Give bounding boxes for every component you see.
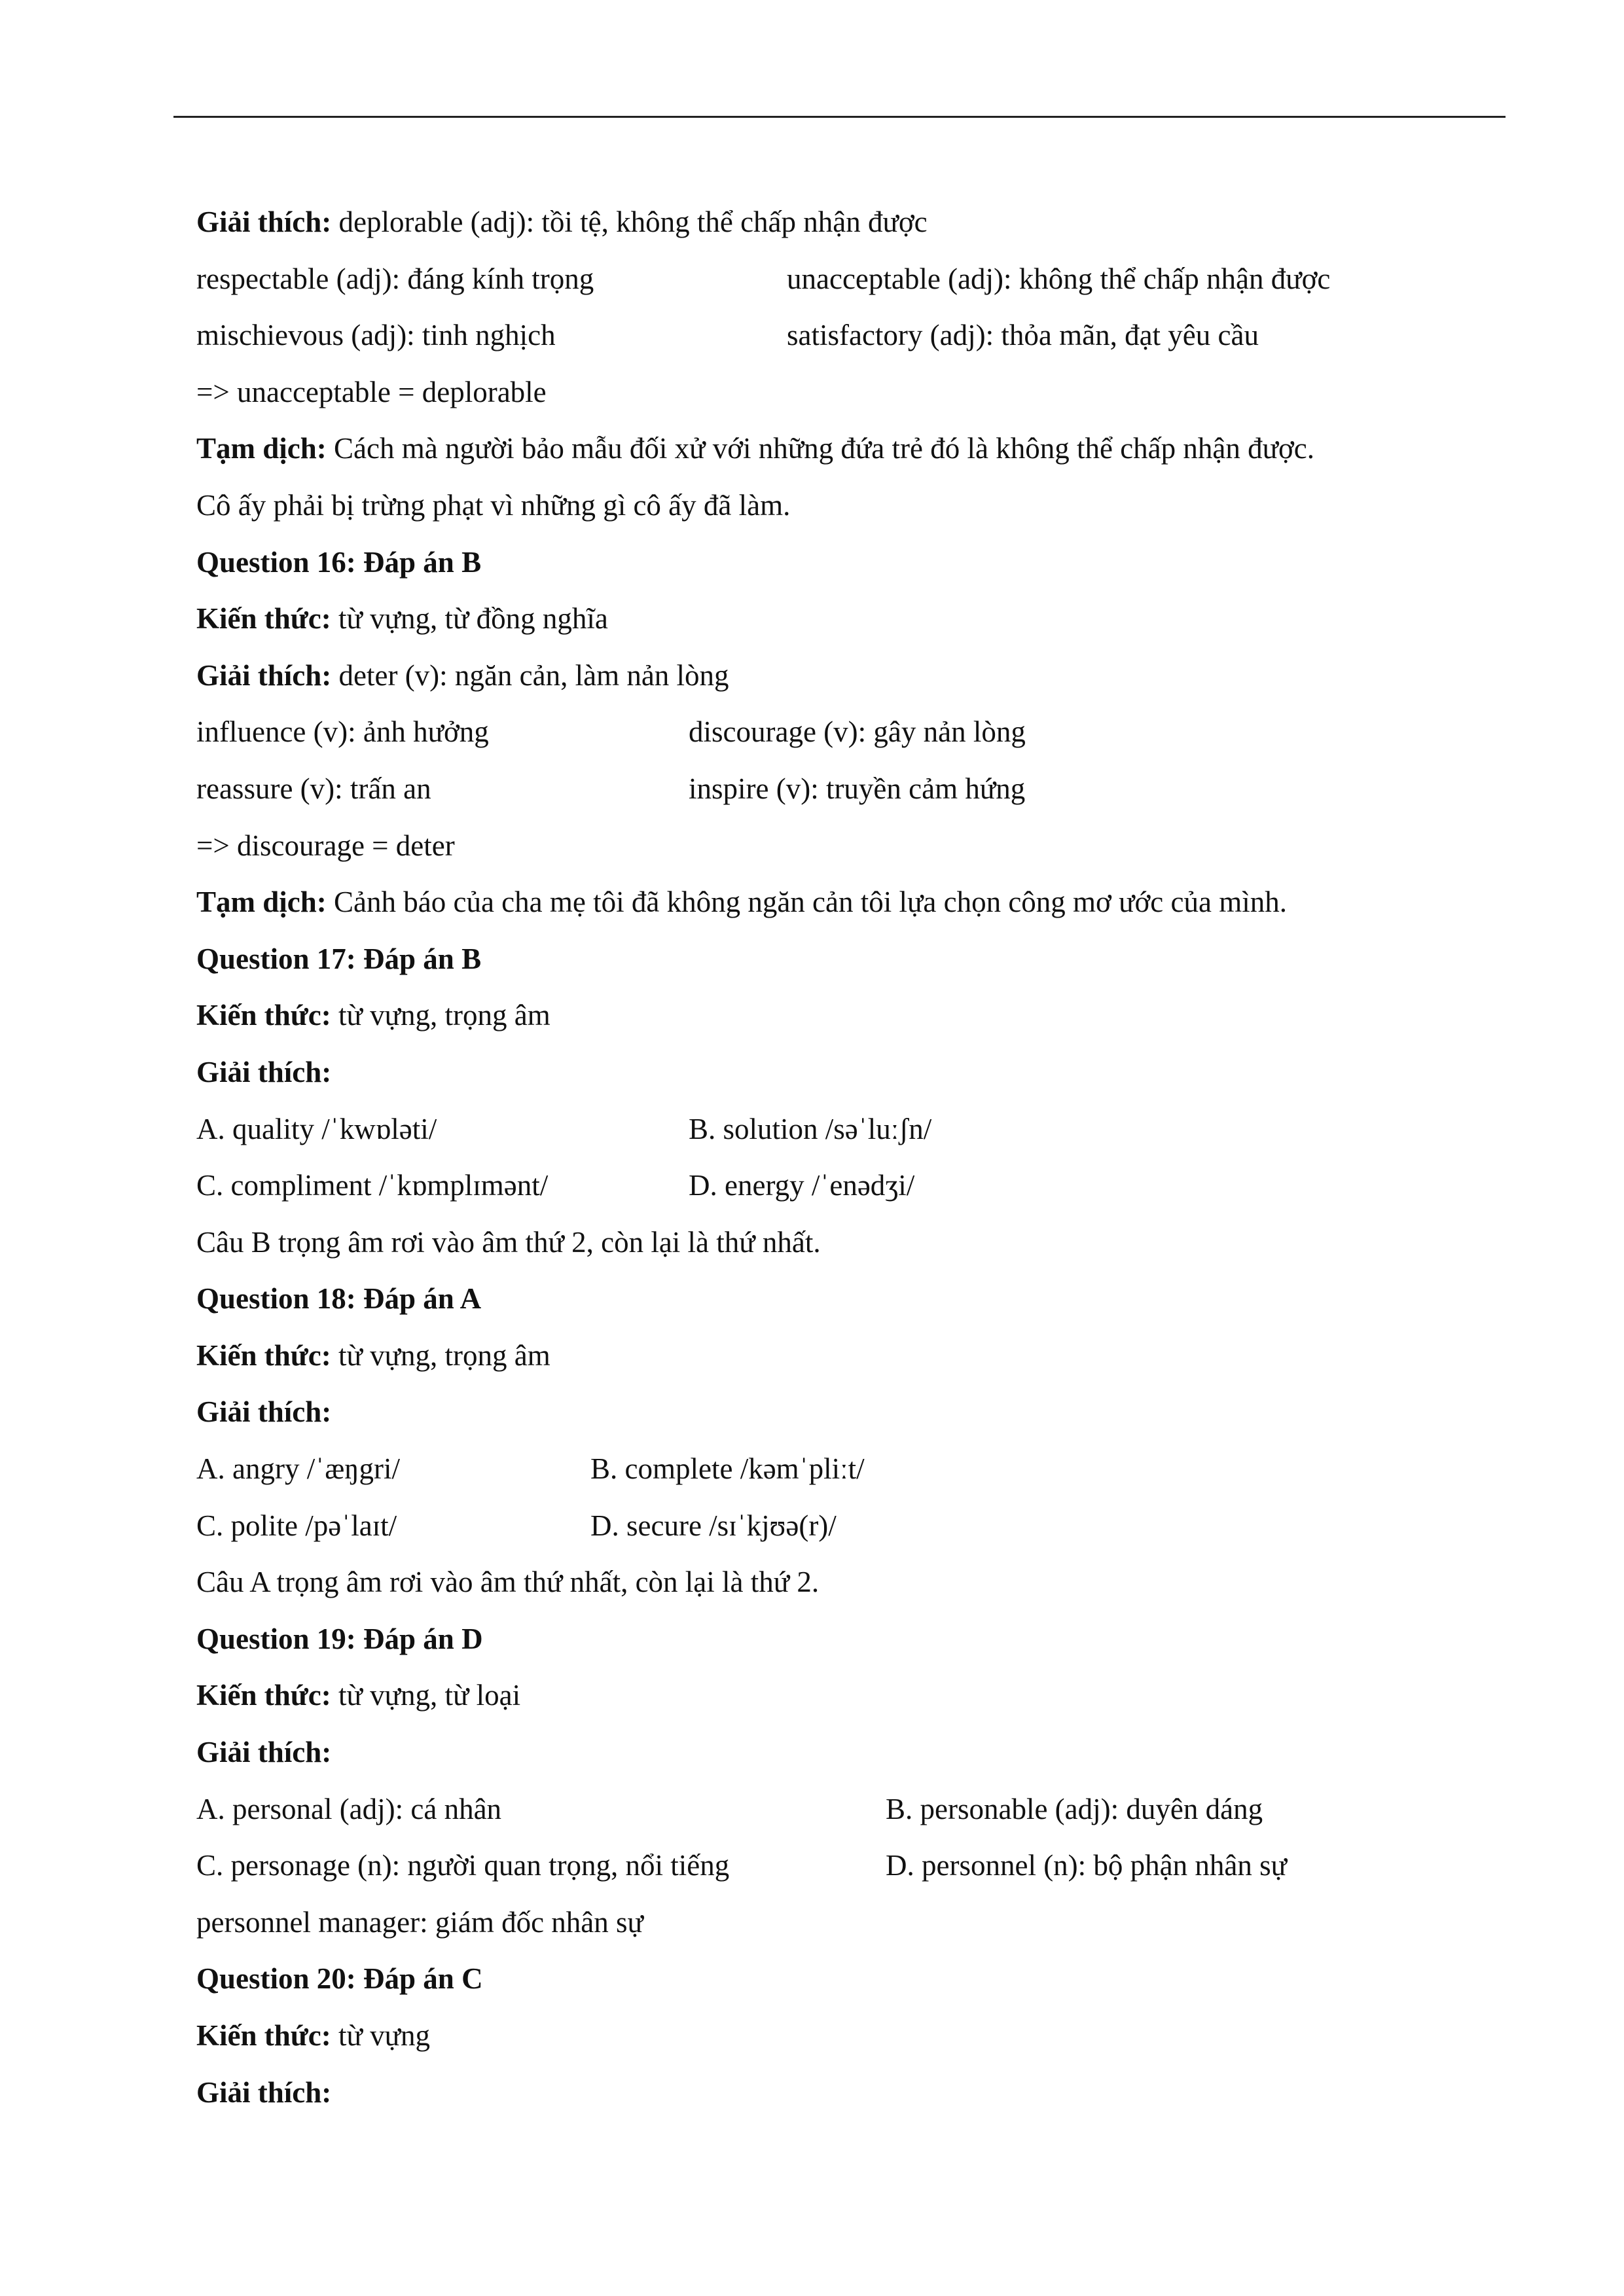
text-line: A. personal (adj): cá nhân B. personable (adj): duyên dáng xyxy=(196,1792,1263,1825)
text-line: C. compliment /ˈkɒmplɪmənt/ D. energy /ˈenədʒi/ xyxy=(196,1169,915,1202)
text-line: Kiến thức: từ vựng, từ loại xyxy=(196,1679,521,1712)
question-heading: Question 19: Đáp án D xyxy=(196,1622,483,1655)
text-line: Giải thích: deplorable (adj): tồi tệ, không thể chấp nhận được xyxy=(196,206,928,238)
text-line: Câu A trọng âm rơi vào âm thứ nhất, còn lại là thứ 2. xyxy=(196,1566,820,1599)
text-line: Giải thích: xyxy=(196,2075,332,2109)
question-heading: Question 18: Đáp án A xyxy=(196,1282,482,1316)
text-line: Kiến thức: từ vựng xyxy=(196,2019,431,2052)
question-heading: Question 16: Đáp án B xyxy=(196,545,482,579)
text-line: Giải thích: xyxy=(196,1395,332,1429)
text-line: Cô ấy phải bị trừng phạt vì những gì cô ấy đã làm. xyxy=(196,488,791,522)
text-line: Kiến thức: từ vựng, trọng âm xyxy=(196,999,550,1032)
header-rule xyxy=(173,116,1506,118)
text-line: reassure (v): trấn an inspire (v): truyền cảm hứng xyxy=(196,772,1026,805)
document-body xyxy=(196,194,1492,2121)
text-line: Tạm dịch: Cách mà người bảo mẫu đối xử với những đứa trẻ đó là không thể chấp nhận được. xyxy=(196,432,1315,465)
question-heading: Question 20: Đáp án C xyxy=(196,1962,483,1996)
text-line: Kiến thức: từ vựng, từ đồng nghĩa xyxy=(196,602,608,636)
text-line: Giải thích: deter (v): ngăn cản, làm nản lòng xyxy=(196,658,729,692)
text-line: Tạm dịch: Cảnh báo của cha mẹ tôi đã không ngăn cản tôi lựa chọn công mơ ước của mình. xyxy=(196,886,1287,919)
text-line: C. polite /pəˈlaɪt/ D. secure /sɪˈkjʊə(r)/ xyxy=(196,1509,837,1542)
text-line: personnel manager: giám đốc nhân sự xyxy=(196,1905,643,1939)
text-line: C. personage (n): người quan trọng, nổi tiếng D. personnel (n): bộ phận nhân sự xyxy=(196,1849,1288,1882)
text-line: => discourage = deter xyxy=(196,829,455,862)
text-line: A. quality /ˈkwɒləti/ B. solution /səˈluːʃn/ xyxy=(196,1112,932,1145)
text-line: Giải thích: xyxy=(196,1736,332,1769)
text-line: Kiến thức: từ vựng, trọng âm xyxy=(196,1338,550,1372)
text-line: mischievous (adj): tinh nghịch satisfactory (adj): thỏa mãn, đạt yêu cầu xyxy=(196,319,1259,352)
text-line: respectable (adj): đáng kính trọng unacceptable (adj): không thể chấp nhận được xyxy=(196,262,1331,295)
text-line: Câu B trọng âm rơi vào âm thứ 2, còn lại là thứ nhất. xyxy=(196,1225,821,1259)
question-heading: Question 17: Đáp án B xyxy=(196,942,482,975)
text-line: => unacceptable = deplorable xyxy=(196,375,547,408)
text-line: influence (v): ảnh hưởng discourage (v): gây nản lòng xyxy=(196,715,1026,749)
text-line: Giải thích: xyxy=(196,1055,332,1088)
text-line: A. angry /ˈæŋgri/ B. complete /kəmˈpliːt/ xyxy=(196,1452,865,1486)
